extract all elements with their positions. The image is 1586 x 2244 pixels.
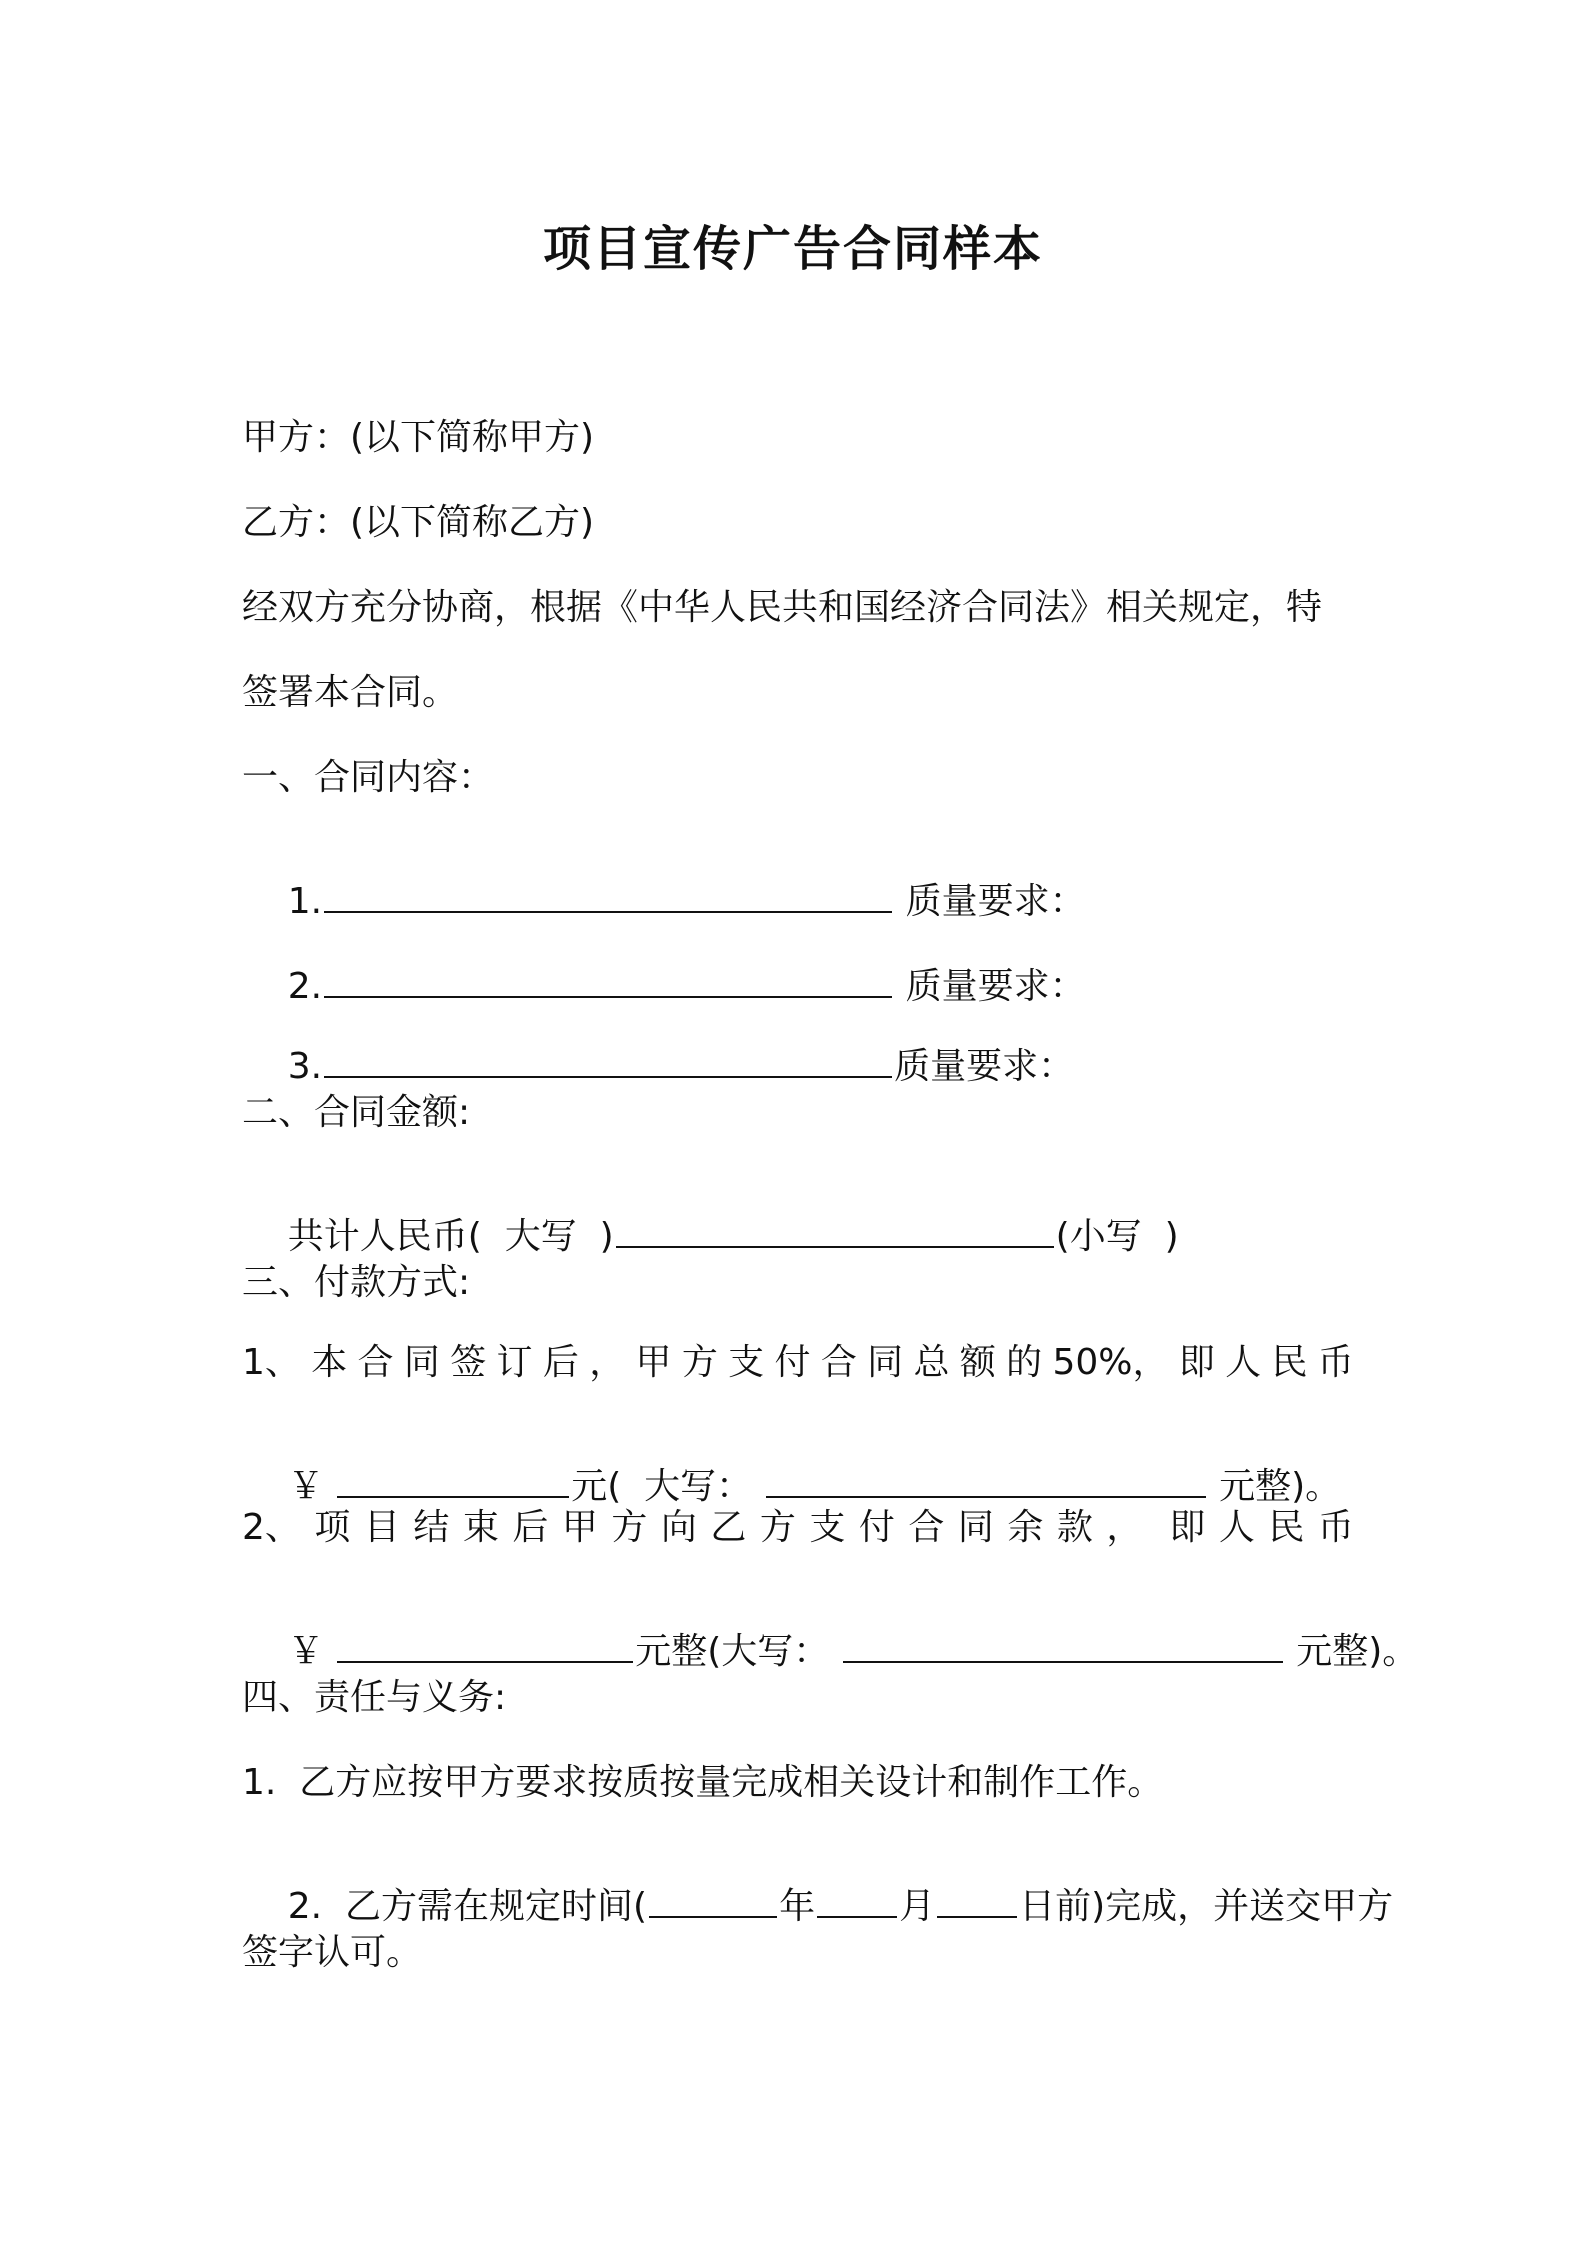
payment-char: 方 (759, 1507, 796, 1548)
section-3-heading: 三、付款方式: (242, 1262, 471, 1303)
payment-char: 同 (403, 1342, 440, 1383)
payment-char: 向 (660, 1507, 697, 1548)
blank-field[interactable] (324, 1046, 892, 1078)
duty-item-2-line-2: 签字认可。 (242, 1932, 423, 1973)
payment-char: 同 (867, 1342, 904, 1383)
payment-char: 2、 (242, 1507, 301, 1548)
duty-item-1: 1. 乙方应按甲方要求按质按量完成相关设计和制作工作。 (242, 1762, 1164, 1803)
amount-blank[interactable] (337, 1466, 569, 1498)
payment-char: 乙 (710, 1507, 747, 1548)
payment-1-line-1 (242, 1342, 1354, 1383)
duty-item-2-prefix: 2. 乙方需在规定时间( (287, 1886, 648, 1927)
payment-char: 结 (413, 1507, 450, 1548)
payment-char: 签 (450, 1342, 487, 1383)
item-number: 2. (287, 966, 323, 1007)
payment-char: 付 (858, 1507, 895, 1548)
month-label: 月 (899, 1886, 936, 1927)
payment-char: 人 (1225, 1342, 1262, 1383)
payment-char: 额 (959, 1342, 996, 1383)
payment-char: ， (589, 1342, 626, 1383)
payment-char: 甲 (635, 1342, 672, 1383)
payment-char: 币 (1317, 1507, 1354, 1548)
day-blank[interactable] (937, 1886, 1017, 1918)
yuan-end: 元整)。 (1284, 1631, 1419, 1672)
year-label: 年 (779, 1886, 816, 1927)
payment-2-line-1 (242, 1507, 1354, 1548)
payment-char: 后 (542, 1342, 579, 1383)
payment-char: 合 (908, 1507, 945, 1548)
payment-char: 即 (1169, 1507, 1206, 1548)
payment-char: 合 (357, 1342, 394, 1383)
section-1-heading: 一、合同内容： (242, 757, 495, 798)
payment-char: 本 (311, 1342, 348, 1383)
page-title: 项目宣传广告合同样本 (542, 221, 1043, 277)
section-4-heading: 四、责任与义务: (242, 1677, 507, 1718)
month-blank[interactable] (817, 1886, 897, 1918)
payment-char: 50%， (1052, 1342, 1169, 1383)
payment-char: 方 (681, 1342, 718, 1383)
yuan-label: 元整(大写： (635, 1631, 830, 1672)
payment-char: 总 (913, 1342, 950, 1383)
payment-char: 款 (1056, 1507, 1093, 1548)
payment-char: 束 (462, 1507, 499, 1548)
payment-char: 人 (1218, 1507, 1255, 1548)
payment-char: 余 (1007, 1507, 1044, 1548)
payment-char: 支 (809, 1507, 846, 1548)
payment-char: 付 (774, 1342, 811, 1383)
payment-char: 后 (512, 1507, 549, 1548)
payment-char: 民 (1271, 1342, 1308, 1383)
payment-char: 民 (1268, 1507, 1305, 1548)
payment-char: 币 (1317, 1342, 1354, 1383)
item-number: 1. (287, 881, 323, 922)
payment-char: 的 (1006, 1342, 1043, 1383)
intro-line-2: 签署本合同。 (242, 672, 459, 713)
day-label: 日前)完成，并送交甲方 (1019, 1886, 1394, 1927)
blank-field[interactable] (324, 881, 892, 913)
payment-char: 订 (496, 1342, 533, 1383)
blank-field[interactable] (324, 966, 892, 998)
payment-char: 项 (314, 1507, 351, 1548)
intro-line-1: 经双方充分协商，根据《中华人民共和国经济合同法》相关规定，特 (242, 587, 1323, 628)
year-blank[interactable] (649, 1886, 777, 1918)
yen-sign: ￥ (287, 1631, 324, 1672)
quality-label: 质量要求： (894, 966, 1086, 1007)
quality-label: 质量要求： (894, 881, 1086, 922)
amount-upper-blank[interactable] (843, 1631, 1283, 1663)
yuan-label: 元( 大写： (571, 1466, 753, 1507)
payment-char: 支 (728, 1342, 765, 1383)
payment-char: 即 (1178, 1342, 1215, 1383)
party-b-line: 乙方：(以下简称乙方) (242, 502, 595, 543)
payment-char: 合 (820, 1342, 857, 1383)
payment-char: 目 (363, 1507, 400, 1548)
payment-char: ， (1106, 1507, 1143, 1548)
payment-char: 同 (957, 1507, 994, 1548)
payment-char: 甲 (561, 1507, 598, 1548)
payment-char: 1、 (242, 1342, 301, 1383)
party-a-line: 甲方：(以下简称甲方) (242, 417, 595, 458)
amount-blank[interactable] (337, 1631, 633, 1663)
total-prefix: 共计人民币( 大写 ) (287, 1216, 614, 1257)
yen-sign: ￥ (287, 1466, 324, 1507)
amount-upper-blank[interactable] (766, 1466, 1206, 1498)
yuan-end: 元整)。 (1207, 1466, 1342, 1507)
item-number: 3. (287, 1046, 323, 1087)
amount-upper-blank[interactable] (616, 1216, 1054, 1248)
quality-label: 质量要求： (894, 1046, 1075, 1087)
payment-char: 方 (611, 1507, 648, 1548)
section-2-heading: 二、合同金额: (242, 1092, 471, 1133)
total-suffix: (小写 ) (1055, 1216, 1179, 1257)
